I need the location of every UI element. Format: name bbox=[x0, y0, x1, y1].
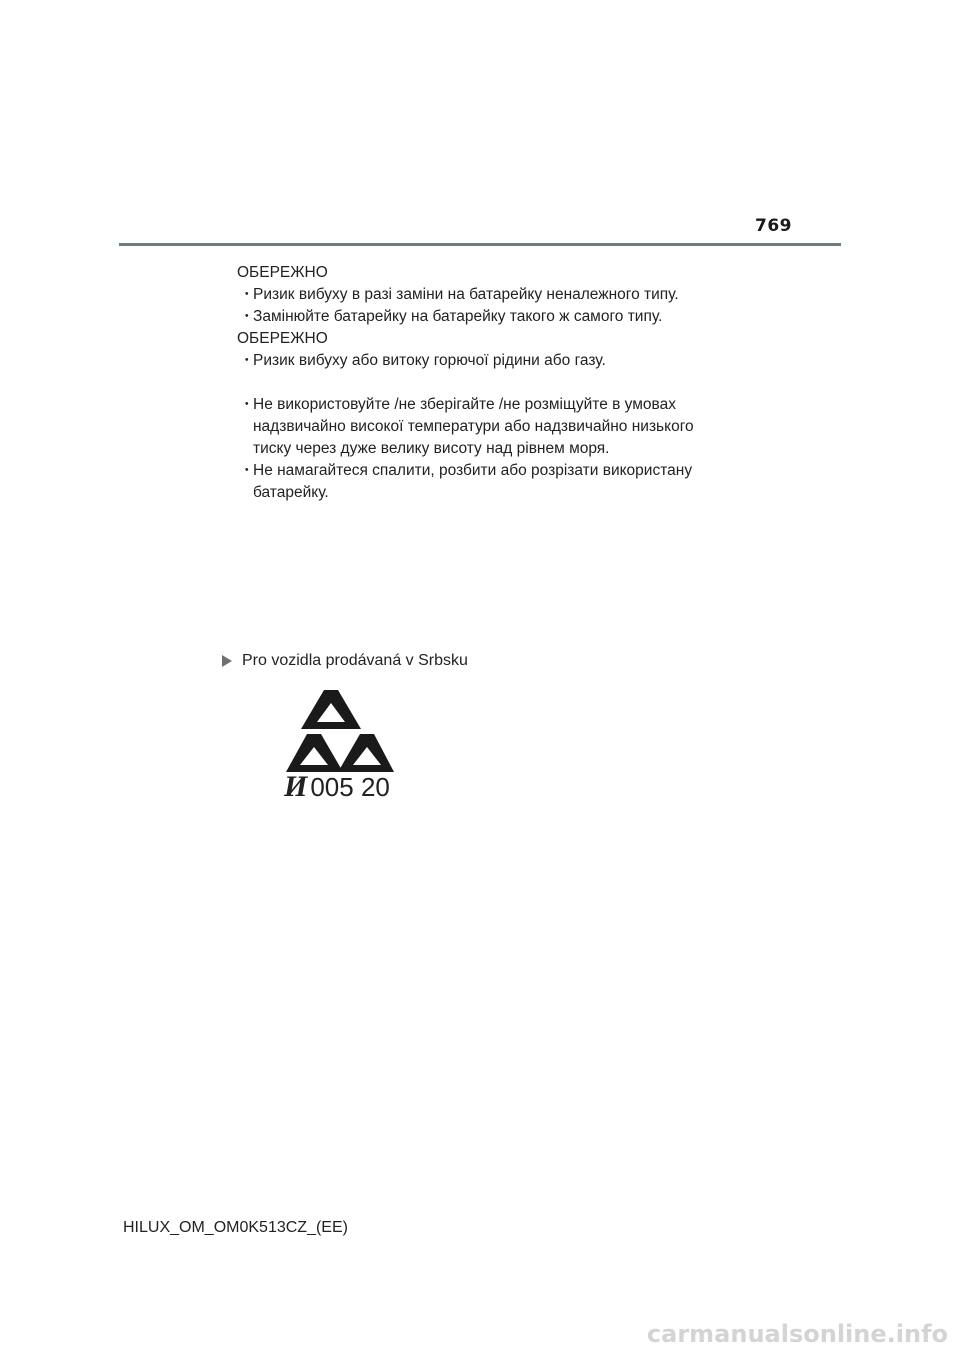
certification-number: 005 20 bbox=[310, 772, 390, 802]
section-title-text: Pro vozidla prodávaná v Srbsku bbox=[242, 652, 468, 669]
warning-block bbox=[237, 262, 757, 504]
bullet-dot: ・ bbox=[239, 352, 255, 369]
bullet-text-line: надзвичайно високої температури або надзвичайно низького bbox=[253, 418, 694, 435]
warning-bullet bbox=[237, 350, 757, 372]
certification-mark: И bbox=[284, 770, 308, 803]
bullet-text-line: тиску через дуже велику висоту над рівнем моря. bbox=[253, 440, 610, 457]
bullet-text: Ризик вибуху або витоку горючої рідини або газу. bbox=[253, 352, 606, 369]
header-rule bbox=[119, 243, 841, 246]
watermark: carmanualsonline.info bbox=[646, 1320, 948, 1348]
bullet-dot: ・ bbox=[239, 308, 255, 325]
triangle-bottom-right bbox=[338, 734, 394, 772]
bullet-text-line: батарейку. bbox=[253, 484, 329, 501]
warning-bullet bbox=[237, 284, 757, 306]
bullet-dot: ・ bbox=[239, 396, 255, 413]
bullet-text-line: Не використовуйте /не зберігайте /не розміщуйте в умовах bbox=[253, 396, 676, 413]
bullet-dot: ・ bbox=[239, 462, 255, 479]
warning-heading: ОБЕРЕЖНО bbox=[237, 264, 328, 281]
warning-bullet bbox=[237, 460, 757, 504]
spacer bbox=[237, 372, 757, 394]
footer-doc-id: HILUX_OM_OM0K513CZ_(EE) bbox=[123, 1219, 348, 1236]
triangle-bottom-left bbox=[286, 734, 343, 772]
triangle-right-icon bbox=[222, 655, 232, 667]
bullet-text: Замінюйте батарейку на батарейку такого ж самого типу. bbox=[253, 308, 663, 325]
certification-code bbox=[284, 772, 390, 802]
section-title bbox=[222, 650, 468, 672]
triangle-top bbox=[301, 690, 361, 729]
bullet-text-line: Не намагайтеся спалити, розбити або розрізати використану bbox=[253, 462, 693, 479]
bullet-text: Ризик вибуху в разі заміни на батарейку неналежного типу. bbox=[253, 286, 679, 303]
warning-bullet bbox=[237, 306, 757, 328]
bullet-dot: ・ bbox=[239, 286, 255, 303]
warning-bullet bbox=[237, 394, 757, 460]
warning-heading: ОБЕРЕЖНО bbox=[237, 330, 328, 347]
page-number: 769 bbox=[755, 216, 792, 236]
